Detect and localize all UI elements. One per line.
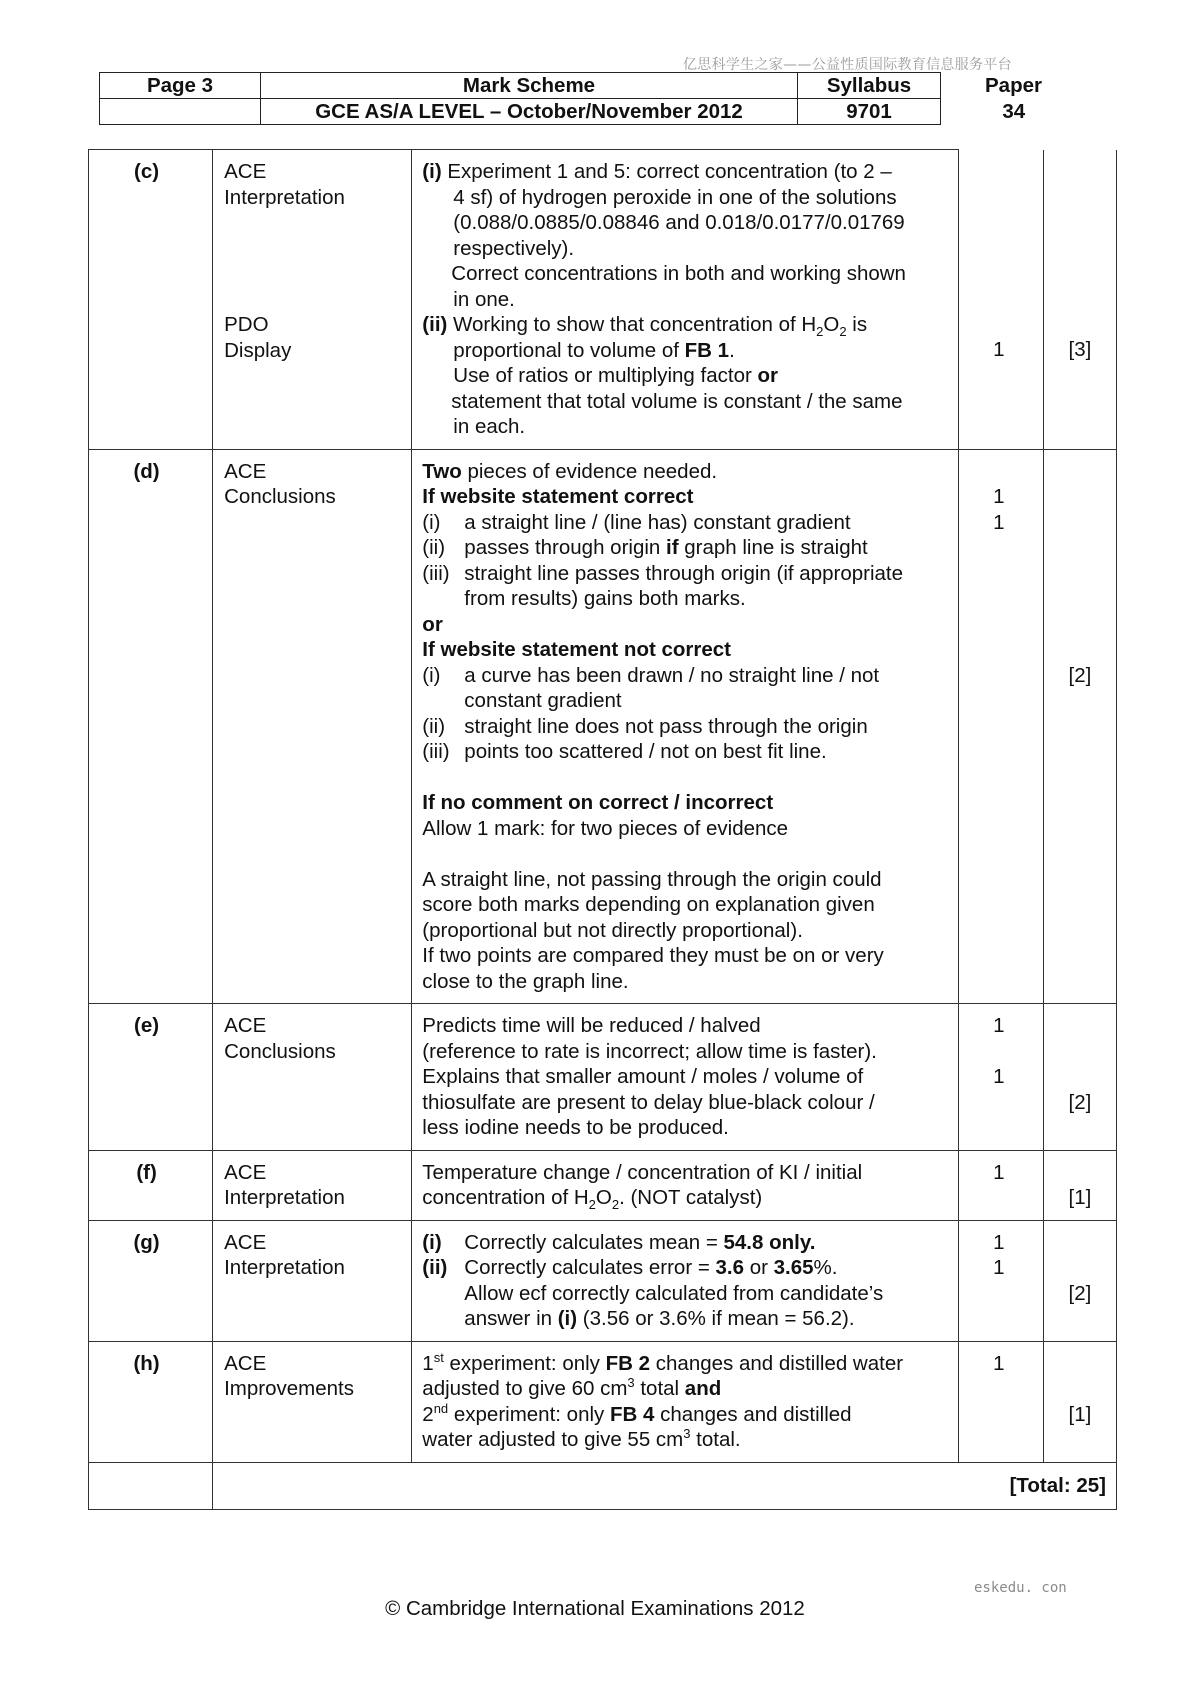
answer-text: or: [744, 1256, 774, 1279]
header-empty-cell: [100, 99, 261, 125]
skill-cell: [213, 1004, 412, 1151]
skill-cell: [213, 150, 412, 450]
answer-text: experiment: only: [448, 1402, 610, 1426]
answer-text: if: [666, 536, 679, 559]
syllabus-label: Syllabus: [798, 73, 941, 99]
answer-text: 3.65: [773, 1256, 814, 1279]
skill-category: ACE: [224, 1014, 267, 1037]
skill-name: Conclusions: [224, 485, 336, 508]
answer-heading: If no comment on correct / incorrect: [422, 791, 774, 814]
row-total: [3]: [1068, 338, 1092, 361]
answer-text: (3.56 or 3.6% if mean = 56.2).: [577, 1307, 855, 1330]
table-row-f: [89, 1150, 1117, 1220]
empty-cell: [89, 1462, 213, 1509]
answer-text: 54.8 only.: [723, 1230, 816, 1254]
answer-text: or: [757, 364, 778, 387]
skill-category: ACE: [224, 1160, 267, 1184]
answer-text: statement that total volume is constant / the same: [451, 389, 903, 413]
answer-text: (reference to rate is incorrect; allow time is faster).: [422, 1039, 877, 1063]
grand-total-row: [89, 1462, 1117, 1509]
mark-value: 1: [993, 338, 1005, 361]
subscript: 2: [839, 324, 847, 340]
sub-part-label: (i): [422, 1230, 442, 1254]
paper-code: 34: [1002, 99, 1026, 123]
total-cell: [1043, 1341, 1116, 1462]
answer-text: O: [595, 1186, 612, 1209]
answer-text: Explains that smaller amount / moles / volume of: [422, 1065, 864, 1088]
answer-text: a straight line / (line has) constant gradient: [464, 510, 851, 534]
mark-value: 1: [993, 1160, 1005, 1184]
answer-text: straight line passes through origin (if appropriate: [464, 561, 904, 585]
grand-total: [Total: 25]: [213, 1462, 1117, 1509]
answer-text: 2: [422, 1402, 434, 1426]
sub-part-label: (ii): [422, 313, 448, 336]
answer-text: Temperature change / concentration of KI / initial: [422, 1160, 863, 1184]
mark-scheme-table: [88, 149, 1117, 1510]
mark-value: 1: [993, 485, 1005, 508]
answer-cell: [412, 1220, 959, 1341]
mark-cell: [958, 449, 1043, 1004]
answer-text: graph line is straight: [678, 536, 868, 559]
copyright-notice: © Cambridge International Examinations 2012: [385, 1597, 805, 1620]
sub-part-label: (ii): [422, 1256, 448, 1279]
answer-text: Correctly calculates error =: [464, 1256, 716, 1279]
answer-text: concentration of H: [422, 1186, 589, 1209]
answer-text: in each.: [453, 415, 526, 438]
superscript: 3: [627, 1375, 635, 1391]
skill-cell: [213, 1220, 412, 1341]
mark-cell: [958, 150, 1043, 450]
superscript: st: [433, 1349, 444, 1365]
answer-text: .: [729, 338, 735, 362]
sub-part-label: (iii): [422, 561, 450, 585]
answer-text: water adjusted to give 55 cm: [422, 1428, 684, 1451]
answer-text: adjusted to give 60 cm: [422, 1377, 628, 1400]
mark-value: 1: [993, 1230, 1005, 1254]
answer-heading: If website statement correct: [422, 485, 694, 508]
skill-name: Improvements: [224, 1377, 354, 1400]
answer-text: changes and distilled: [654, 1402, 852, 1426]
answer-heading: If website statement not correct: [422, 638, 732, 661]
page-number: Page 3: [100, 73, 261, 99]
row-total: [1]: [1068, 1402, 1092, 1426]
row-total: [2]: [1068, 663, 1092, 687]
answer-text: Allow ecf correctly calculated from candidate’s: [464, 1281, 884, 1305]
table-row-g: [89, 1220, 1117, 1341]
syllabus-code: 9701: [798, 99, 941, 125]
mark-value: 1: [993, 1065, 1005, 1088]
answer-text: Two: [422, 459, 462, 483]
skill-name: Interpretation: [224, 1256, 345, 1279]
table-row-e: [89, 1004, 1117, 1151]
sub-part-label: (ii): [422, 536, 446, 559]
answer-text: points too scattered / not on best fit line.: [464, 740, 827, 763]
answer-text: Correct concentrations in both and working shown: [451, 262, 906, 285]
answer-text: FB 1: [684, 338, 730, 362]
answer-text: in one.: [453, 287, 515, 311]
total-cell: [1043, 1004, 1116, 1151]
watermark-text: 亿思科学生之家——公益性质国际教育信息服务平台: [683, 57, 1012, 73]
skill-cell: [213, 1150, 412, 1220]
answer-text: straight line does not pass through the origin: [464, 714, 868, 738]
skill-name: Interpretation: [224, 185, 345, 209]
subscript: 2: [588, 1197, 596, 1213]
answer-text: (i): [557, 1307, 578, 1330]
answer-text: and: [684, 1377, 722, 1400]
answer-text: FB 2: [605, 1351, 651, 1375]
answer-text: pieces of evidence needed.: [461, 459, 718, 483]
row-total: [2]: [1068, 1281, 1092, 1305]
mark-value: 1: [993, 510, 1005, 534]
document-title: Mark Scheme: [261, 73, 798, 99]
answer-text: Experiment 1 and 5: correct concentration (to 2 –: [447, 160, 892, 183]
table-row-c: [89, 150, 1117, 450]
skill-category: ACE: [224, 1351, 267, 1375]
total-cell: [1043, 1150, 1116, 1220]
answer-text: (proportional but not directly proportional).: [422, 918, 803, 942]
answer-text: Predicts time will be reduced / halved: [422, 1014, 761, 1037]
answer-cell: [412, 150, 959, 450]
part-label: (d): [89, 449, 213, 1004]
total-cell: [1043, 1220, 1116, 1341]
mark-value: 1: [993, 1014, 1005, 1037]
answer-text: thiosulfate are present to delay blue-black colour /: [422, 1090, 875, 1114]
part-label: (e): [89, 1004, 213, 1151]
answer-cell: [412, 1341, 959, 1462]
subscript: 2: [611, 1197, 620, 1213]
answer-text: If two points are compared they must be on or very: [422, 944, 884, 967]
skill-name: Interpretation: [224, 1186, 345, 1209]
answer-cell: [412, 1150, 959, 1220]
table-row-d: [89, 449, 1117, 1004]
answer-heading: or: [422, 612, 443, 636]
answer-text: answer in: [464, 1307, 558, 1330]
part-label: (c): [89, 150, 213, 450]
answer-text: changes and distilled water: [650, 1351, 904, 1375]
page-header-table: [99, 72, 1087, 125]
answer-text: 3.6: [715, 1256, 745, 1279]
answer-text: respectively).: [453, 236, 575, 260]
answer-text: Use of ratios or multiplying factor: [453, 364, 758, 387]
sub-part-label: (ii): [422, 714, 446, 738]
sub-part-label: (i): [422, 663, 441, 687]
answer-text: Working to show that concentration of H: [453, 313, 817, 336]
skill-category: ACE: [224, 459, 267, 483]
answer-text: 4 sf) of hydrogen peroxide in one of the solutions: [453, 185, 897, 209]
sub-part-label: (i): [422, 160, 442, 183]
skill-name: Display: [224, 338, 292, 362]
skill-cell: [213, 1341, 412, 1462]
answer-text: (0.088/0.0885/0.08846 and 0.018/0.0177/0.01769: [453, 211, 905, 234]
footer-watermark: eskedu. con: [974, 1580, 1067, 1596]
answer-text: Allow 1 mark: for two pieces of evidence: [422, 816, 789, 840]
answer-text: is: [846, 313, 868, 336]
answer-text: Correctly calculates mean =: [464, 1230, 724, 1254]
answer-text: a curve has been drawn / no straight line / not: [464, 663, 880, 687]
row-total: [2]: [1068, 1090, 1092, 1114]
total-cell: [1043, 150, 1116, 450]
superscript: 3: [683, 1426, 691, 1442]
skill-name: Conclusions: [224, 1039, 336, 1063]
answer-text: total.: [690, 1428, 741, 1451]
answer-cell: [412, 1004, 959, 1151]
answer-text: close to the graph line.: [422, 969, 629, 993]
exam-title: GCE AS/A LEVEL – October/November 2012: [261, 99, 798, 125]
skill-category: ACE: [224, 1230, 267, 1254]
sub-part-label: (i): [422, 510, 441, 534]
answer-text: from results) gains both marks.: [464, 587, 746, 610]
answer-text: . (NOT catalyst): [619, 1186, 763, 1209]
part-label: (f): [89, 1150, 213, 1220]
total-cell: [1043, 449, 1116, 1004]
row-total: [1]: [1068, 1186, 1092, 1209]
answer-text: O: [823, 313, 840, 336]
answer-text: constant gradient: [464, 689, 622, 712]
answer-text: proportional to volume of: [453, 338, 685, 362]
part-label: (h): [89, 1341, 213, 1462]
part-label: (g): [89, 1220, 213, 1341]
mark-cell: [958, 1004, 1043, 1151]
subscript: 2: [816, 324, 824, 340]
mark-cell: [958, 1341, 1043, 1462]
answer-text: FB 4: [609, 1402, 655, 1426]
answer-text: 1: [422, 1351, 434, 1375]
answer-text: %.: [813, 1256, 838, 1279]
answer-text: A straight line, not passing through the origin could: [422, 867, 882, 891]
paper-label: Paper: [985, 73, 1042, 97]
superscript: nd: [433, 1400, 449, 1416]
skill-category: PDO: [224, 313, 269, 336]
sub-part-label: (iii): [422, 740, 450, 763]
answer-cell: [412, 449, 959, 1004]
skill-category: ACE: [224, 160, 267, 183]
answer-text: passes through origin: [464, 536, 667, 559]
answer-text: experiment: only: [443, 1351, 606, 1375]
answer-text: less iodine needs to be produced.: [422, 1116, 729, 1139]
skill-cell: [213, 449, 412, 1004]
table-row-h: [89, 1341, 1117, 1462]
answer-text: score both marks depending on explanation given: [422, 893, 875, 916]
mark-cell: [958, 1150, 1043, 1220]
mark-value: 1: [993, 1351, 1005, 1375]
mark-cell: [958, 1220, 1043, 1341]
answer-text: total: [634, 1377, 685, 1400]
mark-value: 1: [993, 1256, 1005, 1279]
